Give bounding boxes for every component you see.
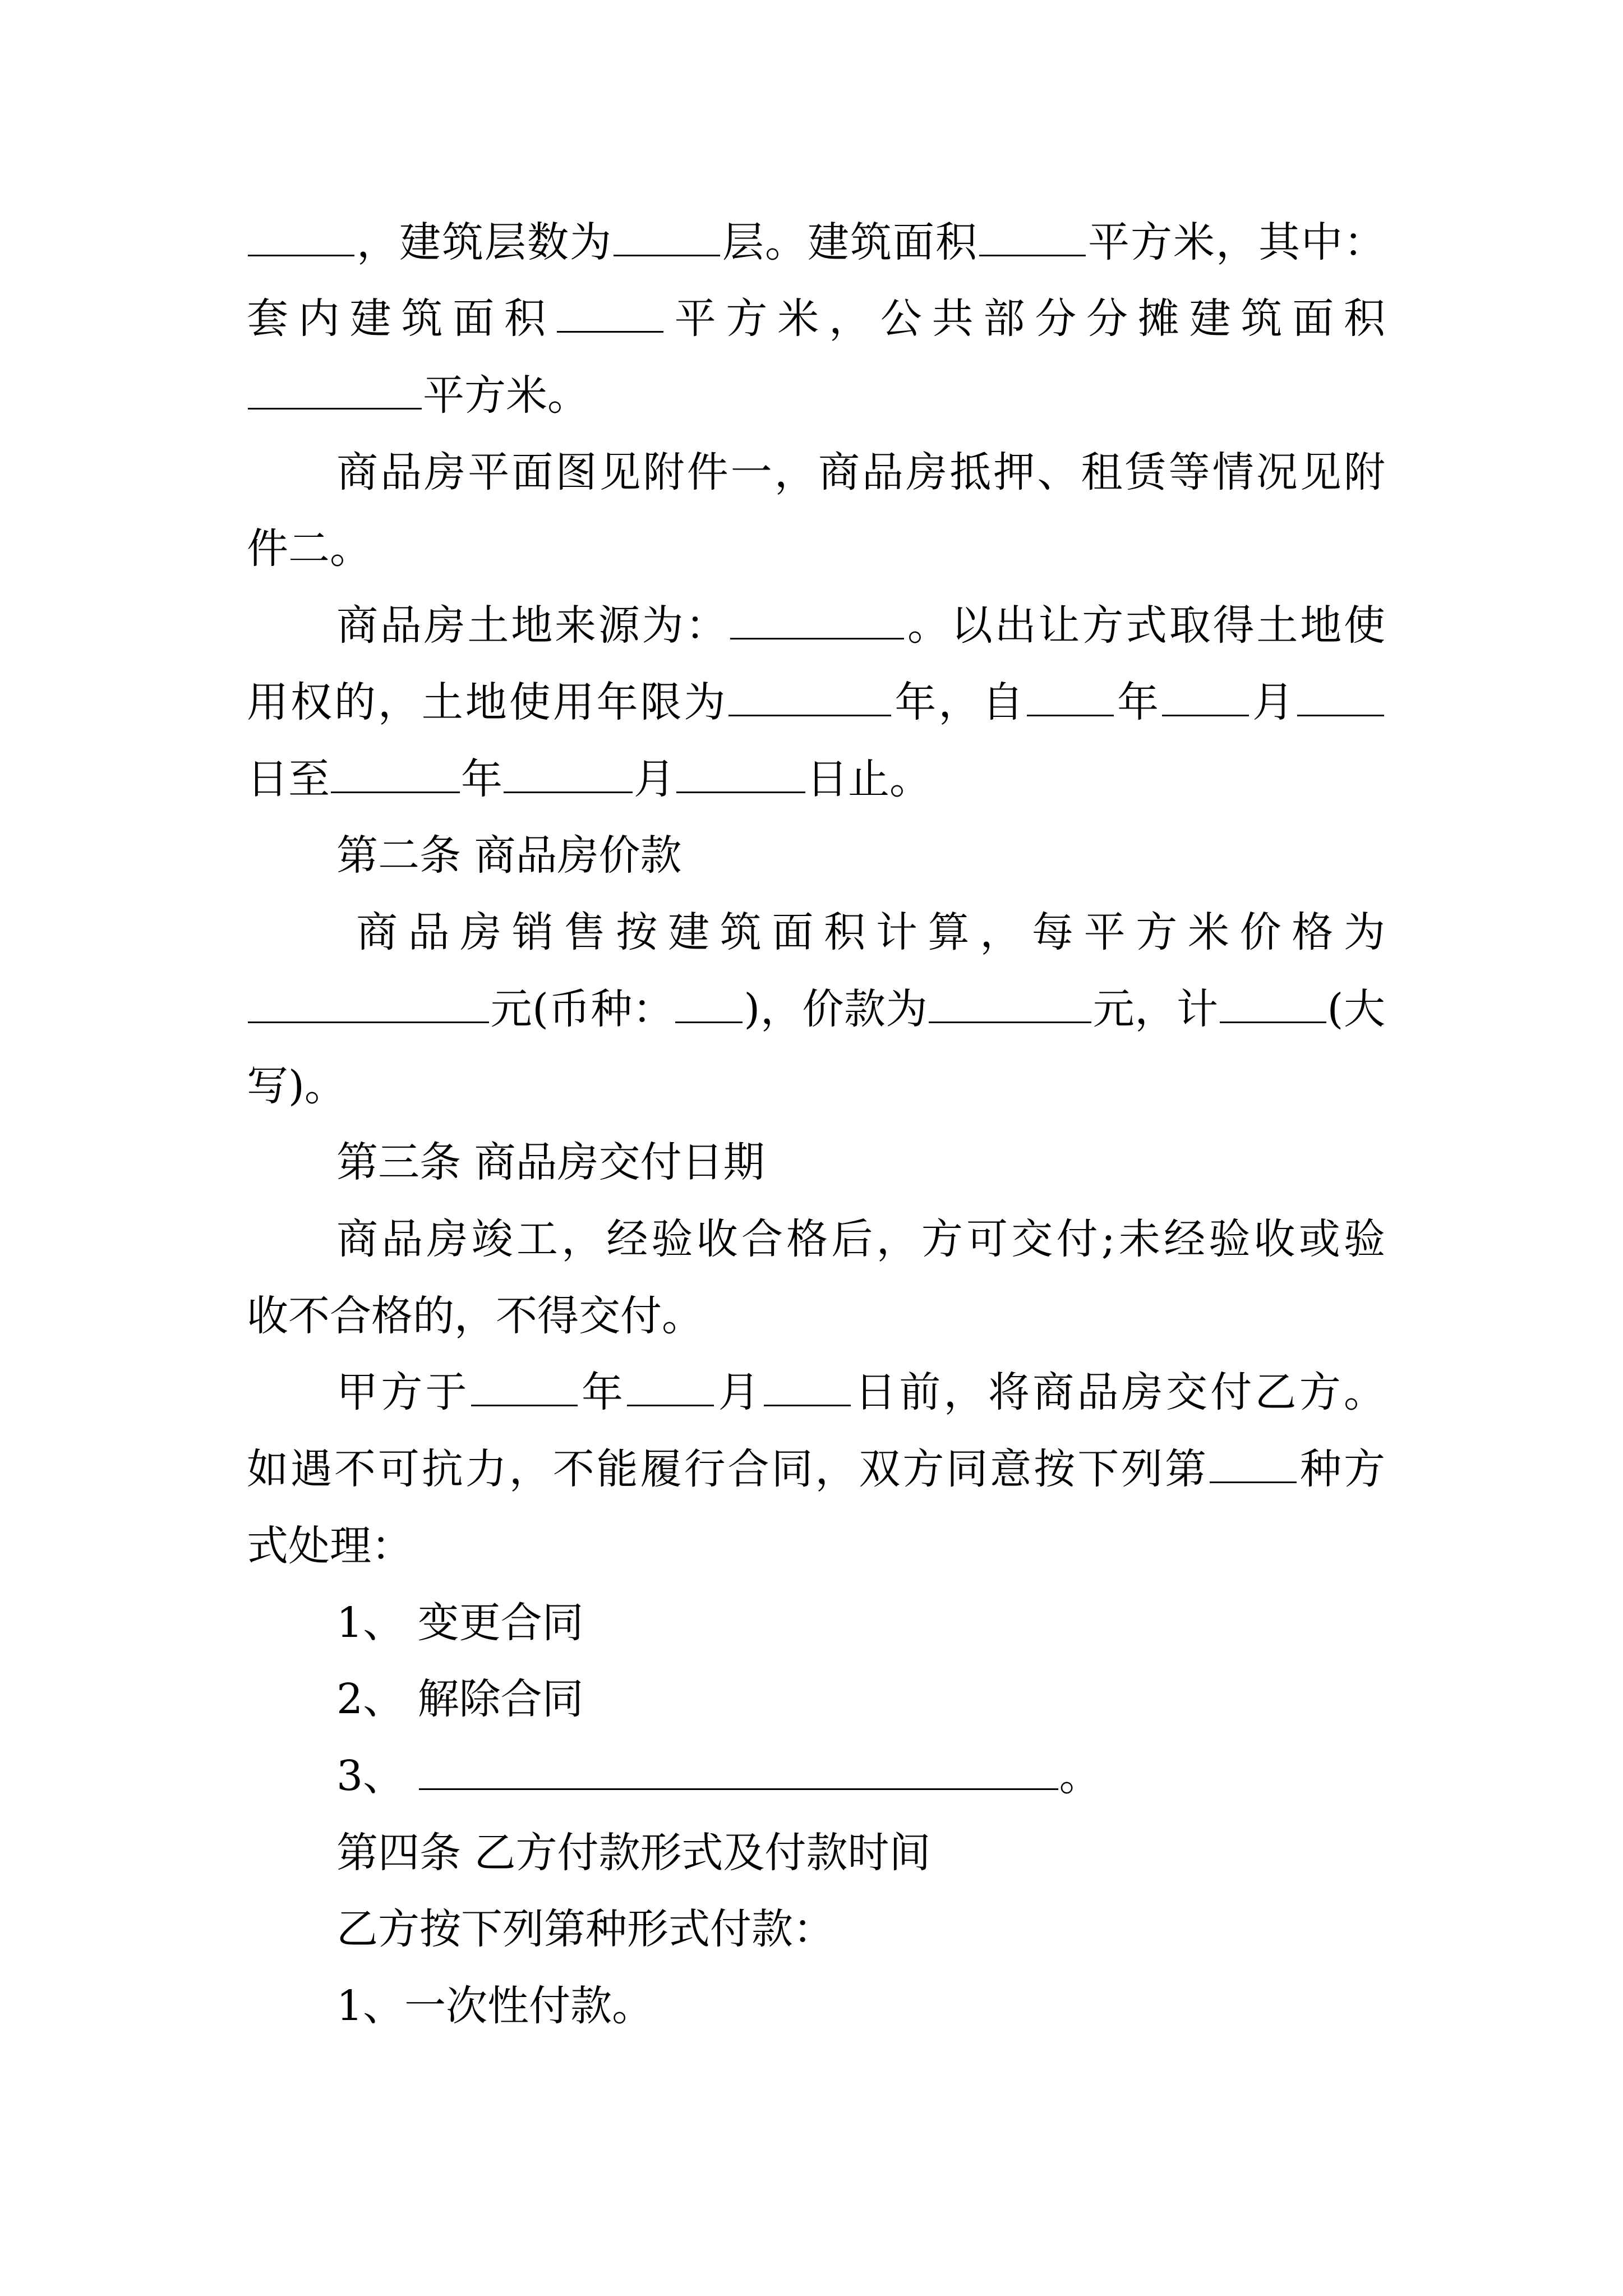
line-22-text-a: 第四条 乙方付款形式及付款时间 bbox=[336, 1829, 931, 1877]
text-line-17 bbox=[247, 1435, 1385, 1503]
text-line-6 bbox=[336, 592, 1385, 659]
line-16-text-a: 甲方于 bbox=[336, 1368, 470, 1416]
text-line-8 bbox=[247, 746, 1385, 813]
text-line-12 bbox=[247, 1052, 1385, 1120]
line-8-text-b: 年 bbox=[461, 755, 502, 803]
line-21-text-b: 。 bbox=[1059, 1752, 1101, 1800]
line-1-text-a: ，建筑层数为 bbox=[356, 218, 612, 266]
line-12-text-a: 写)。 bbox=[247, 1062, 346, 1110]
line-5-text-a: 件二。 bbox=[247, 524, 371, 573]
text-line-14 bbox=[336, 1205, 1385, 1273]
line-16-text-d: 日前，将商品房交付乙方。 bbox=[851, 1368, 1385, 1416]
line-6-text-b: 。以出让方式取得土地使 bbox=[905, 601, 1385, 650]
line-19-text-a: 1、 变更合同 bbox=[336, 1599, 584, 1647]
line-7-text-d: 月 bbox=[1250, 678, 1297, 726]
blank-field bbox=[248, 373, 422, 409]
blank-field bbox=[1210, 1447, 1297, 1483]
line-8-text-a: 日至 bbox=[247, 755, 330, 803]
blank-field bbox=[1297, 680, 1384, 716]
line-11-text-c: 元，计 bbox=[1092, 985, 1219, 1033]
text-line-2 bbox=[247, 285, 1385, 352]
blank-field bbox=[614, 220, 720, 256]
line-20-text-a: 2、 解除合同 bbox=[336, 1675, 584, 1723]
blank-field bbox=[471, 1370, 578, 1406]
line-16-text-b: 年 bbox=[578, 1368, 626, 1416]
blank-field bbox=[764, 1370, 851, 1406]
line-17-text-a: 如遇不可抗力，不能履行合同，双方同意按下列第 bbox=[247, 1445, 1209, 1493]
line-23-text-a: 乙方按下列第种形式付款： bbox=[336, 1905, 834, 1953]
blank-field bbox=[248, 220, 354, 256]
line-1-text-b: 层。建筑面积 bbox=[721, 218, 978, 266]
blank-field bbox=[419, 1754, 1058, 1790]
blank-field bbox=[504, 757, 633, 793]
line-24-text-a: 1、一次性付款。 bbox=[336, 1982, 654, 2030]
blank-field bbox=[627, 1370, 714, 1406]
list-item-2 bbox=[336, 1665, 1385, 1733]
line-2-text-a: 套内建筑面积 bbox=[247, 295, 556, 343]
line-21-text-a: 3、 bbox=[336, 1752, 418, 1800]
text-line-23 bbox=[336, 1895, 1385, 1963]
text-line-16 bbox=[336, 1359, 1385, 1426]
text-line-1 bbox=[247, 209, 1385, 276]
line-2-text-b: 平方米，公共部分分摊建筑面积 bbox=[664, 295, 1385, 343]
blank-field bbox=[1027, 680, 1114, 716]
line-1-text-c: 平方米，其中： bbox=[1087, 218, 1385, 266]
article-4-heading bbox=[336, 1819, 1385, 1887]
line-14-text-a: 商品房竣工，经验收合格后，方可交付;未经验收或验 bbox=[336, 1215, 1385, 1263]
text-line-7 bbox=[247, 669, 1385, 736]
text-line-3 bbox=[247, 362, 1385, 429]
list-item-1 bbox=[336, 1589, 1385, 1657]
line-7-text-a: 用权的，土地使用年限为 bbox=[247, 678, 728, 726]
line-11-text-a: 元(币种： bbox=[490, 985, 675, 1033]
text-line-24 bbox=[336, 1972, 1385, 2040]
line-17-text-b: 种方 bbox=[1298, 1445, 1385, 1493]
blank-field bbox=[676, 757, 805, 793]
line-3-text-a: 平方米。 bbox=[423, 371, 589, 420]
line-18-text-a: 式处理： bbox=[247, 1522, 413, 1570]
text-line-18 bbox=[247, 1512, 1385, 1580]
line-13-text-a: 第三条 商品房交付日期 bbox=[336, 1138, 765, 1186]
blank-field bbox=[557, 296, 663, 333]
text-line-11 bbox=[247, 976, 1385, 1043]
line-7-text-b: 年，自 bbox=[892, 678, 1026, 726]
blank-field bbox=[929, 987, 1091, 1023]
text-line-4 bbox=[336, 439, 1385, 506]
article-2-heading bbox=[336, 822, 1385, 889]
line-4-text-a: 商品房平面图见附件一，商品房抵押、租赁等情况见附 bbox=[336, 448, 1385, 496]
list-item-3 bbox=[336, 1742, 1385, 1810]
blank-field bbox=[728, 680, 891, 716]
line-8-text-d: 日止。 bbox=[806, 755, 931, 803]
blank-field bbox=[675, 987, 743, 1023]
line-11-text-b: )，价款为 bbox=[744, 985, 928, 1033]
text-line-5 bbox=[247, 515, 1385, 582]
line-7-text-c: 年 bbox=[1115, 678, 1161, 726]
line-16-text-c: 月 bbox=[715, 1368, 763, 1416]
line-10-text-a: 商品房销售按建筑面积计算，每平方米价格为 bbox=[356, 908, 1385, 956]
line-15-text-a: 收不合格的，不得交付。 bbox=[247, 1292, 703, 1340]
blank-field bbox=[248, 987, 489, 1023]
text-line-10 bbox=[356, 899, 1385, 966]
blank-field bbox=[730, 603, 904, 639]
line-9-text-a: 第二条 商品房价款 bbox=[336, 831, 682, 880]
blank-field bbox=[979, 220, 1086, 256]
blank-field bbox=[1220, 987, 1326, 1023]
article-3-heading bbox=[336, 1129, 1385, 1196]
line-8-text-c: 月 bbox=[634, 755, 675, 803]
line-6-text-a: 商品房土地来源为： bbox=[336, 601, 730, 650]
text-line-15 bbox=[247, 1282, 1385, 1350]
blank-field bbox=[1162, 680, 1249, 716]
line-11-text-d: (大 bbox=[1327, 985, 1385, 1033]
blank-field bbox=[331, 757, 460, 793]
